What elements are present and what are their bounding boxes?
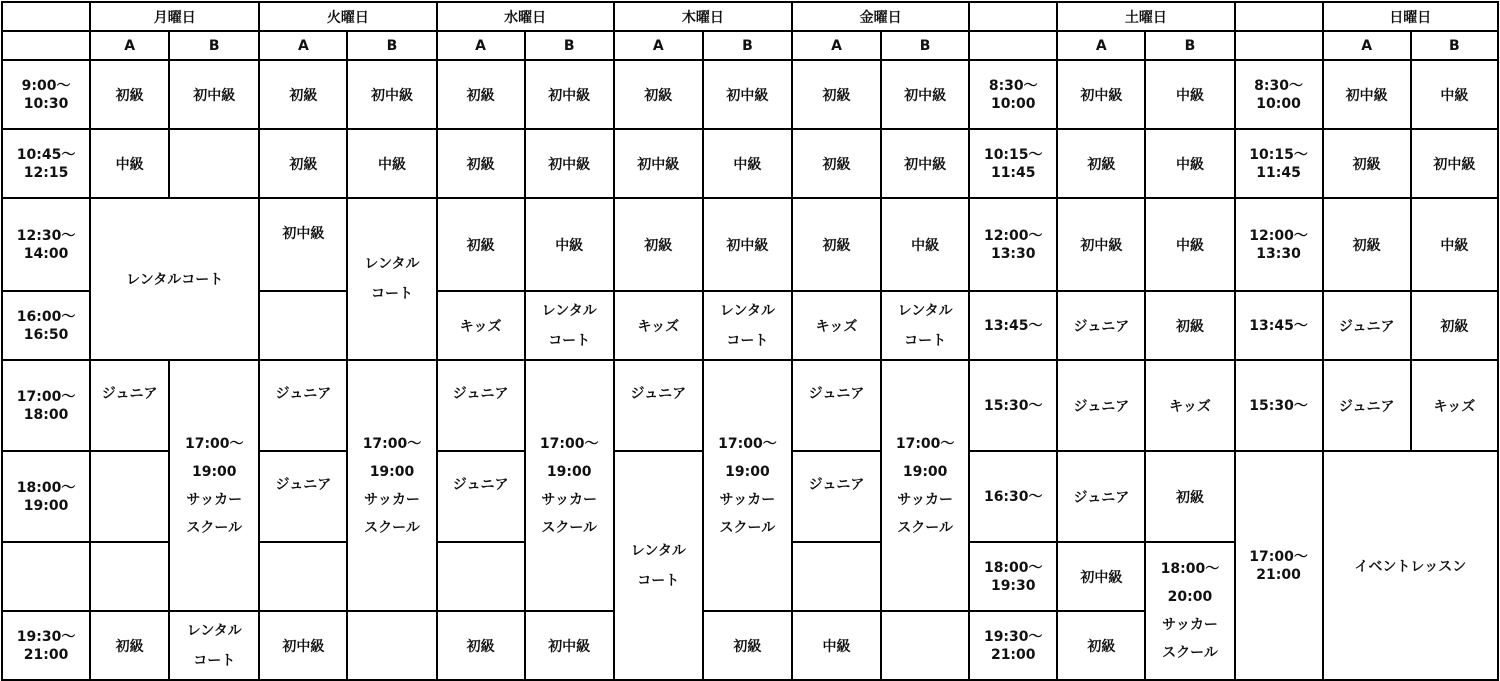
day-header-sun: 日曜日 — [1323, 2, 1498, 31]
lesson-cell: キッズ — [1145, 360, 1234, 451]
sat-time-cell: 8:30～ 10:00 — [969, 60, 1057, 129]
lesson-cell: ジュニア — [1323, 360, 1411, 451]
sun-time-header — [1235, 2, 1323, 31]
lesson-cell: 初級 — [259, 129, 347, 198]
rental-court-cell: レンタル コート — [525, 291, 614, 360]
rental-court-cell: レンタル コート — [614, 451, 703, 680]
court-b-header: B — [1411, 31, 1498, 60]
sat-time-cell: 19:30～ 21:00 — [969, 611, 1057, 680]
lesson-cell: 初級 — [703, 611, 792, 680]
empty-cell — [881, 611, 969, 680]
lesson-cell: 中級 — [881, 198, 969, 291]
lesson-cell: 初中級 — [525, 611, 614, 680]
sun-time-cell: 10:15～ 11:45 — [1235, 129, 1323, 198]
court-b-header: B — [1145, 31, 1234, 60]
rental-court-cell: レンタルコート — [90, 198, 259, 360]
lesson-cell: 中級 — [1411, 198, 1498, 291]
soccer-school-cell: 17:00～ 19:00 サッカー スクール — [525, 360, 614, 611]
time-row — [2, 129, 1498, 198]
lesson-cell: 初中級 — [1057, 542, 1145, 611]
lesson-cell: ジュニア — [437, 451, 525, 542]
lesson-cell: ジュニア — [1057, 360, 1145, 451]
empty-cell — [169, 129, 259, 198]
lesson-cell: ジュニア — [614, 360, 703, 451]
empty-cell — [437, 542, 525, 611]
lesson-cell: 初中級 — [1057, 198, 1145, 291]
lesson-cell: 初級 — [437, 129, 525, 198]
sat-time-cell: 10:15～ 11:45 — [969, 129, 1057, 198]
lesson-cell: ジュニア — [1323, 291, 1411, 360]
sat-time-header — [969, 2, 1057, 31]
lesson-cell: 初中級 — [1057, 60, 1145, 129]
time-row — [2, 360, 1498, 451]
empty-cell — [90, 542, 169, 611]
weekday-time-cell: 19:30～ 21:00 — [2, 611, 90, 680]
lesson-cell: 初級 — [259, 60, 347, 129]
weekday-time-cell: 18:00～ 19:00 — [2, 451, 90, 542]
lesson-cell: 初級 — [1411, 291, 1498, 360]
day-header-fri: 金曜日 — [792, 2, 969, 31]
day-header-thu: 木曜日 — [614, 2, 792, 31]
sat-time-cell: 13:45～ — [969, 291, 1057, 360]
day-header-wed: 水曜日 — [437, 2, 614, 31]
lesson-cell: 初級 — [437, 60, 525, 129]
empty-cell — [259, 542, 347, 611]
sat-time-cell: 16:30～ — [969, 451, 1057, 542]
soccer-school-cell: 17:00～ 19:00 サッカー スクール — [347, 360, 436, 611]
day-header-mon: 月曜日 — [90, 2, 259, 31]
court-b-header: B — [347, 31, 436, 60]
soccer-school-cell: 17:00～ 19:00 サッカー スクール — [881, 360, 969, 611]
lesson-cell: キッズ — [614, 291, 703, 360]
lesson-cell: 初級 — [1057, 611, 1145, 680]
lesson-cell: 初中級 — [259, 611, 347, 680]
lesson-cell: 中級 — [792, 611, 881, 680]
lesson-cell: ジュニア — [90, 360, 169, 451]
lesson-cell: 初級 — [614, 60, 703, 129]
lesson-cell: 中級 — [525, 198, 614, 291]
weekday-time-cell: 17:00～ 18:00 — [2, 360, 90, 451]
empty-cell — [259, 291, 347, 360]
empty-cell — [792, 542, 881, 611]
event-lesson-cell: イベントレッスン — [1323, 451, 1498, 680]
lesson-cell: 初級 — [792, 129, 881, 198]
lesson-cell: 初中級 — [525, 60, 614, 129]
sun-time-cell: 13:45～ — [1235, 291, 1323, 360]
empty-cell — [90, 451, 169, 542]
lesson-cell: ジュニア — [792, 360, 881, 451]
lesson-cell: キッズ — [1411, 360, 1498, 451]
sun-time-cell: 15:30～ — [1235, 360, 1323, 451]
lesson-cell: 初級 — [1323, 198, 1411, 291]
empty-time-cell — [2, 542, 90, 611]
time-row — [2, 198, 1498, 291]
corner-cell — [2, 31, 90, 60]
court-b-header: B — [703, 31, 792, 60]
lesson-cell: 初級 — [1145, 451, 1234, 542]
lesson-cell: 初中級 — [703, 60, 792, 129]
weekly-lesson-schedule — [1, 1, 1499, 681]
lesson-cell: 初級 — [90, 611, 169, 680]
sun-time-cell: 17:00～ 21:00 — [1235, 451, 1323, 680]
lesson-cell: ジュニア — [792, 451, 881, 542]
rental-court-cell: レンタル コート — [347, 198, 436, 360]
lesson-cell: ジュニア — [1057, 291, 1145, 360]
lesson-cell: 中級 — [90, 129, 169, 198]
court-a-header: A — [90, 31, 169, 60]
day-header-tue: 火曜日 — [259, 2, 436, 31]
court-b-header: B — [881, 31, 969, 60]
soccer-school-cell: 18:00～ 20:00 サッカー スクール — [1145, 542, 1234, 680]
lesson-cell: 初中級 — [703, 198, 792, 291]
lesson-cell: 初級 — [437, 611, 525, 680]
lesson-cell: 中級 — [1145, 129, 1234, 198]
empty-cell — [347, 611, 436, 680]
sat-time-cell: 15:30～ — [969, 360, 1057, 451]
lesson-cell: 初中級 — [525, 129, 614, 198]
lesson-cell: 初級 — [1323, 129, 1411, 198]
court-a-header: A — [259, 31, 347, 60]
rental-court-cell: レンタル コート — [703, 291, 792, 360]
lesson-cell: 初級 — [614, 198, 703, 291]
lesson-cell: 初級 — [1057, 129, 1145, 198]
soccer-school-cell: 17:00～ 19:00 サッカー スクール — [169, 360, 259, 611]
lesson-cell: 初級 — [1145, 291, 1234, 360]
court-a-header: A — [1323, 31, 1411, 60]
court-a-header: A — [614, 31, 703, 60]
weekday-time-cell: 16:00～ 16:50 — [2, 291, 90, 360]
sun-time-cell: 8:30～ 10:00 — [1235, 60, 1323, 129]
sat-time-subheader — [969, 31, 1057, 60]
lesson-cell: ジュニア — [1057, 451, 1145, 542]
court-a-header: A — [1057, 31, 1145, 60]
lesson-cell: 初級 — [437, 198, 525, 291]
lesson-cell: 初中級 — [1323, 60, 1411, 129]
court-header-row — [2, 31, 1498, 60]
lesson-cell: ジュニア — [259, 451, 347, 542]
court-a-header: A — [437, 31, 525, 60]
lesson-cell: 中級 — [347, 129, 436, 198]
time-row — [2, 60, 1498, 129]
lesson-cell: 初中級 — [881, 60, 969, 129]
sun-time-cell: 12:00～ 13:30 — [1235, 198, 1323, 291]
lesson-cell: 初級 — [792, 60, 881, 129]
lesson-cell: 初中級 — [169, 60, 259, 129]
court-b-header: B — [525, 31, 614, 60]
lesson-cell: 初級 — [792, 198, 881, 291]
lesson-cell: 初中級 — [881, 129, 969, 198]
lesson-cell: 中級 — [1411, 60, 1498, 129]
corner-cell — [2, 2, 90, 31]
day-header-row — [2, 2, 1498, 31]
sat-time-cell: 12:00～ 13:30 — [969, 198, 1057, 291]
day-header-sat: 土曜日 — [1057, 2, 1234, 31]
lesson-cell: 初中級 — [1411, 129, 1498, 198]
soccer-school-cell: 17:00～ 19:00 サッカー スクール — [703, 360, 792, 611]
sun-time-subheader — [1235, 31, 1323, 60]
weekday-time-cell: 9:00～ 10:30 — [2, 60, 90, 129]
lesson-cell: 中級 — [703, 129, 792, 198]
rental-court-cell: レンタル コート — [169, 611, 259, 680]
lesson-cell: 中級 — [1145, 198, 1234, 291]
weekday-time-cell: 10:45～ 12:15 — [2, 129, 90, 198]
lesson-cell: ジュニア — [259, 360, 347, 451]
rental-court-cell: レンタル コート — [881, 291, 969, 360]
lesson-cell: 初中級 — [614, 129, 703, 198]
lesson-cell: 初中級 — [347, 60, 436, 129]
sat-time-cell: 18:00～ 19:30 — [969, 542, 1057, 611]
court-b-header: B — [169, 31, 259, 60]
lesson-cell: 初級 — [90, 60, 169, 129]
lesson-cell: 初中級 — [259, 198, 347, 291]
lesson-cell: 中級 — [1145, 60, 1234, 129]
lesson-cell: ジュニア — [437, 360, 525, 451]
lesson-cell: キッズ — [437, 291, 525, 360]
court-a-header: A — [792, 31, 881, 60]
weekday-time-cell: 12:30～ 14:00 — [2, 198, 90, 291]
lesson-cell: キッズ — [792, 291, 881, 360]
